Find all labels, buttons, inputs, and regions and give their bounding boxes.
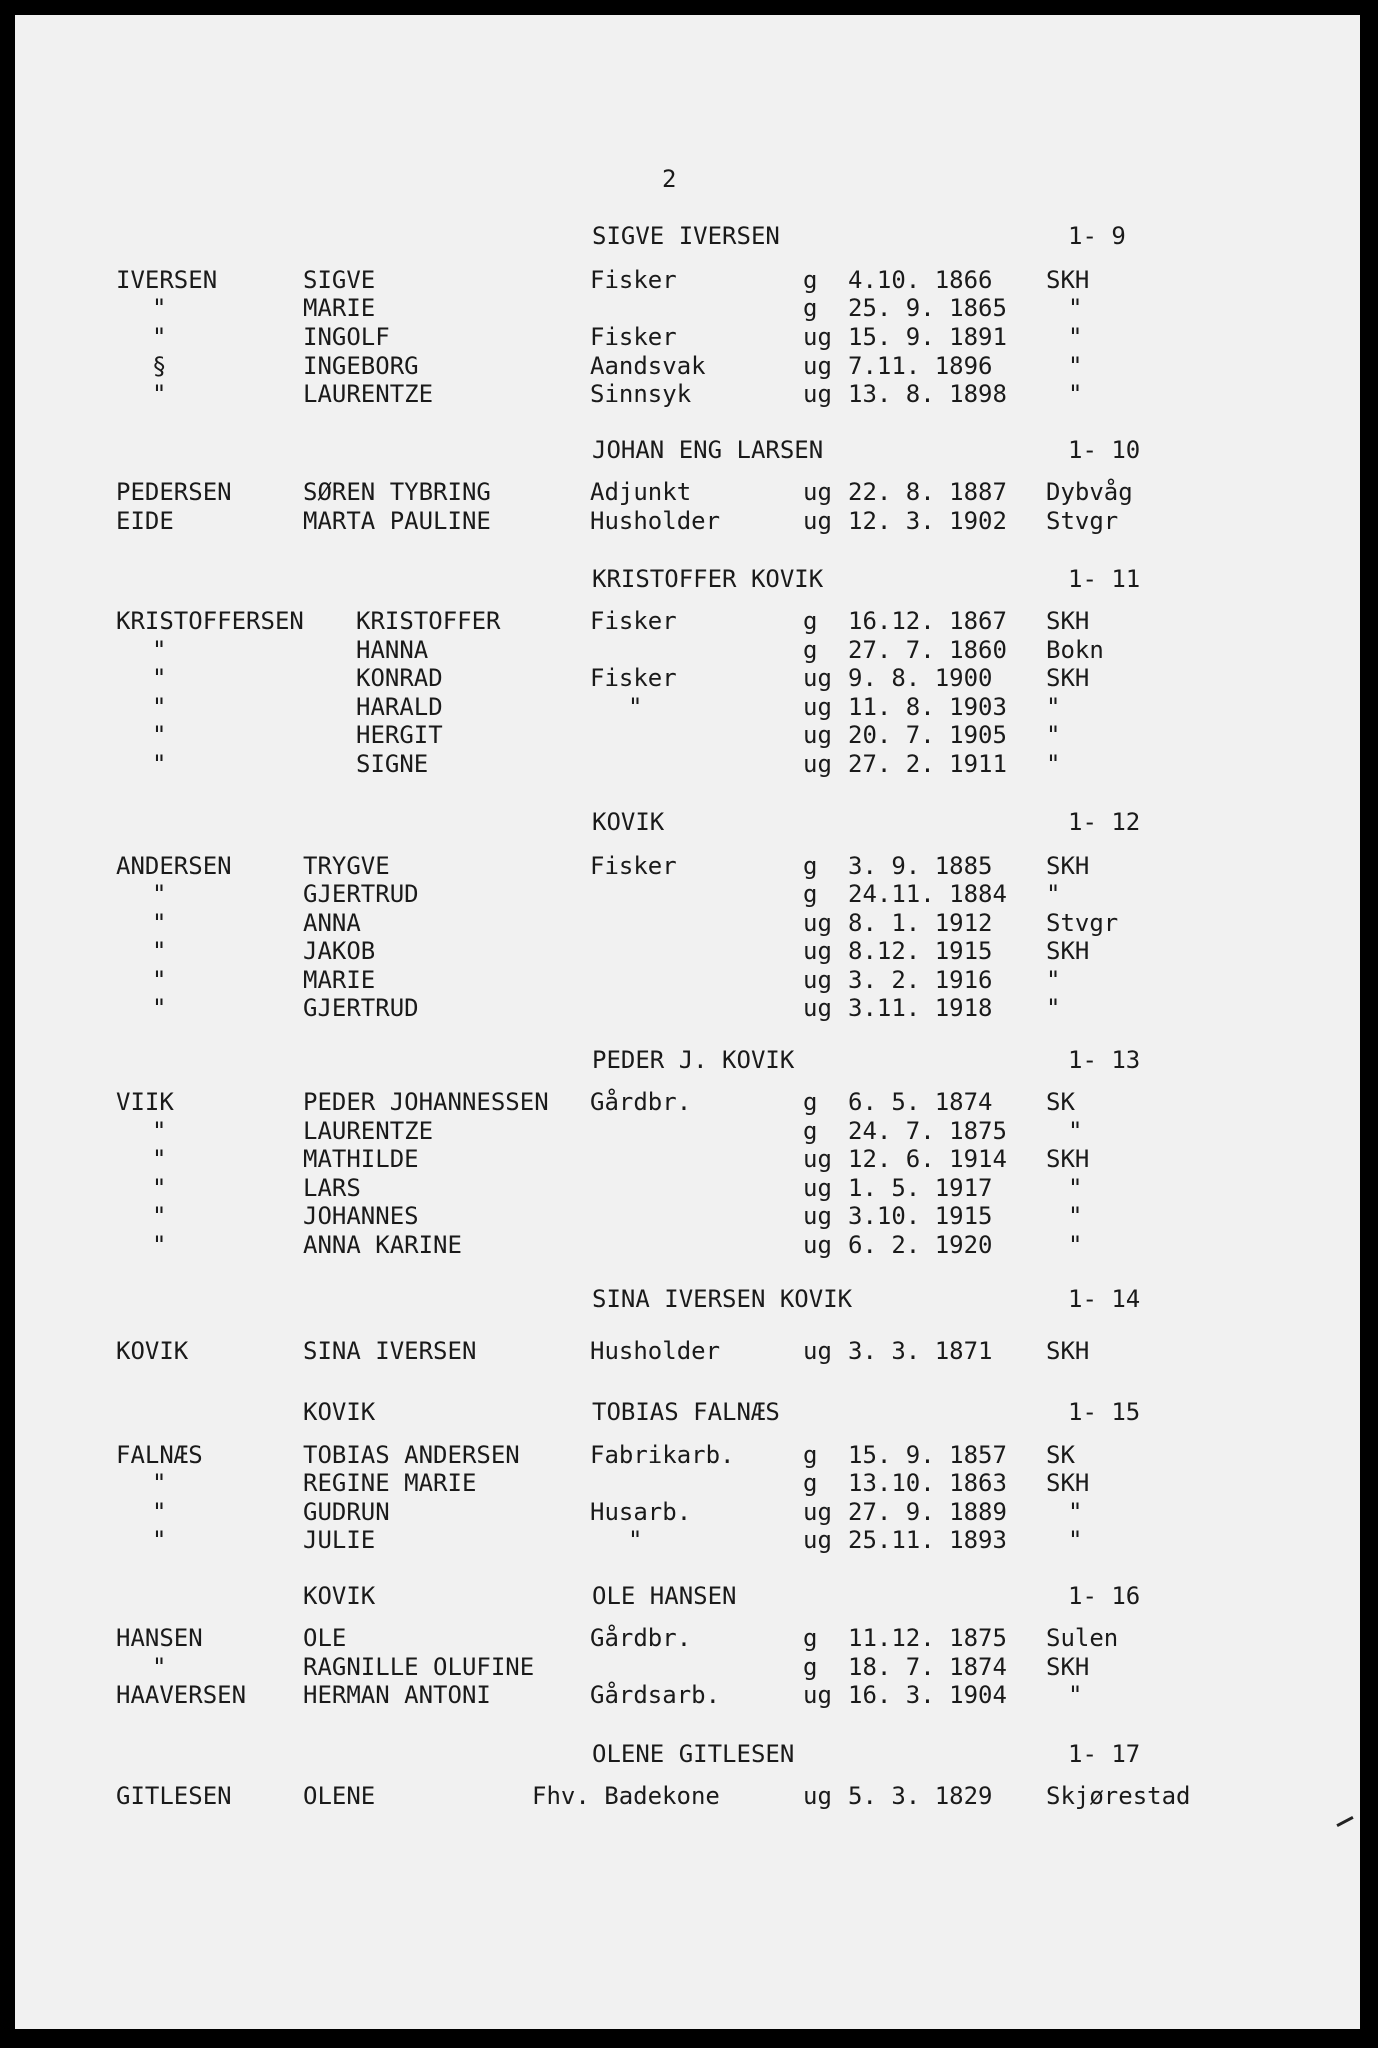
member-given: JOHANNES	[303, 1202, 419, 1230]
member-given: INGEBORG	[303, 352, 419, 380]
household-heading: PEDER J. KOVIK	[592, 1046, 795, 1074]
member-status: ug	[803, 1231, 832, 1259]
member-given: GJERTRUD	[303, 880, 419, 908]
member-status: ug	[803, 909, 832, 937]
member-status: ug	[803, 507, 832, 535]
member-occupation: Fhv. Badekone	[532, 1782, 720, 1810]
member-status: ug	[803, 966, 832, 994]
member-surname: "	[152, 721, 167, 749]
member-occupation: Fabrikarb.	[590, 1441, 735, 1469]
member-surname: "	[152, 1174, 167, 1202]
member-status: ug	[803, 750, 832, 778]
member-surname: "	[152, 994, 167, 1022]
member-place: SKH	[1046, 1653, 1090, 1681]
member-surname: FALNÆS	[116, 1441, 203, 1469]
member-date: 24.11. 1884	[848, 880, 1007, 908]
member-given: ANNA KARINE	[303, 1231, 462, 1259]
member-given: MARTA PAULINE	[303, 507, 491, 535]
household-code: 1- 17	[1068, 1740, 1141, 1768]
member-given: OLE	[303, 1624, 347, 1652]
member-status: g	[803, 636, 818, 664]
member-date: 27. 9. 1889	[848, 1498, 1007, 1526]
member-date: 11. 8. 1903	[848, 693, 1007, 721]
member-given: JULIE	[303, 1526, 376, 1554]
member-date: 15. 9. 1891	[848, 323, 1007, 351]
member-place: SKH	[1046, 266, 1090, 294]
member-status: ug	[803, 1526, 832, 1554]
member-status: g	[803, 607, 818, 635]
member-place: SK	[1046, 1441, 1075, 1469]
member-place: SKH	[1046, 852, 1090, 880]
member-status: g	[803, 1088, 818, 1116]
member-occupation: Husarb.	[590, 1498, 692, 1526]
household-heading: KOVIK	[592, 808, 665, 836]
member-date: 5. 3. 1829	[848, 1782, 993, 1810]
farm-name: KOVIK	[303, 1398, 376, 1426]
member-status: ug	[803, 478, 832, 506]
member-given: MARIE	[303, 966, 376, 994]
member-date: 16. 3. 1904	[848, 1681, 1007, 1709]
member-place: SKH	[1046, 1145, 1090, 1173]
member-occupation: Husholder	[590, 507, 721, 535]
member-date: 3. 9. 1885	[848, 852, 993, 880]
member-given: ANNA	[303, 909, 361, 937]
member-given: SØREN TYBRING	[303, 478, 491, 506]
member-date: 27. 2. 1911	[848, 750, 1007, 778]
member-occupation: Gårdbr.	[590, 1624, 692, 1652]
member-date: 6. 5. 1874	[848, 1088, 993, 1116]
member-occupation: Fisker	[590, 323, 677, 351]
member-surname: "	[152, 750, 167, 778]
member-surname: HANSEN	[116, 1624, 203, 1652]
member-status: g	[803, 266, 818, 294]
member-given: JAKOB	[303, 937, 376, 965]
member-place: Stvgr	[1046, 507, 1119, 535]
member-date: 25.11. 1893	[848, 1526, 1007, 1554]
member-place: Stvgr	[1046, 909, 1119, 937]
member-surname: VIIK	[116, 1088, 174, 1116]
member-date: 27. 7. 1860	[848, 636, 1007, 664]
member-occupation: Fisker	[590, 607, 677, 635]
page-number: 2	[662, 165, 677, 193]
member-date: 20. 7. 1905	[848, 721, 1007, 749]
member-date: 3.10. 1915	[848, 1202, 993, 1230]
member-given: SIGVE	[303, 266, 376, 294]
member-status: g	[803, 1469, 818, 1497]
member-status: ug	[803, 693, 832, 721]
member-occupation: Adjunkt	[590, 478, 692, 506]
member-occupation: Fisker	[590, 852, 677, 880]
member-given: LAURENTZE	[303, 380, 434, 408]
member-date: 7.11. 1896	[848, 352, 993, 380]
member-place: "	[1046, 966, 1061, 994]
member-place: "	[1068, 1681, 1083, 1709]
member-status: g	[803, 1624, 818, 1652]
member-surname: "	[152, 294, 167, 322]
household-heading: KRISTOFFER KOVIK	[592, 565, 824, 593]
member-date: 6. 2. 1920	[848, 1231, 993, 1259]
member-status: g	[803, 294, 818, 322]
household-code: 1- 13	[1068, 1046, 1141, 1074]
member-given: TRYGVE	[303, 852, 390, 880]
member-date: 3. 2. 1916	[848, 966, 993, 994]
member-date: 13.10. 1863	[848, 1469, 1007, 1497]
member-place: SKH	[1046, 1337, 1090, 1365]
member-status: g	[803, 852, 818, 880]
member-surname: "	[152, 909, 167, 937]
member-surname: HAAVERSEN	[116, 1681, 247, 1709]
member-given: TOBIAS ANDERSEN	[303, 1441, 520, 1469]
member-surname: "	[152, 1117, 167, 1145]
member-status: ug	[803, 1337, 832, 1365]
member-date: 24. 7. 1875	[848, 1117, 1007, 1145]
member-status: ug	[803, 1498, 832, 1526]
member-surname: "	[152, 1498, 167, 1526]
household-code: 1- 14	[1068, 1285, 1141, 1313]
member-surname: "	[152, 880, 167, 908]
member-place: Skjørestad	[1046, 1782, 1191, 1810]
member-surname: PEDERSEN	[116, 478, 232, 506]
member-place: SK	[1046, 1088, 1075, 1116]
member-place: "	[1068, 1498, 1083, 1526]
member-given: GUDRUN	[303, 1498, 390, 1526]
member-surname: KOVIK	[116, 1337, 189, 1365]
member-status: g	[803, 1441, 818, 1469]
member-given: HARALD	[356, 693, 443, 721]
member-given: LARS	[303, 1174, 361, 1202]
member-place: Dybvåg	[1046, 478, 1133, 506]
member-given: GJERTRUD	[303, 994, 419, 1022]
member-place: SKH	[1046, 937, 1090, 965]
member-date: 1. 5. 1917	[848, 1174, 993, 1202]
household-heading: JOHAN ENG LARSEN	[592, 436, 824, 464]
member-surname: "	[152, 1653, 167, 1681]
member-given: OLENE	[303, 1782, 376, 1810]
member-surname: §	[152, 352, 167, 380]
member-place: "	[1068, 1202, 1083, 1230]
household-code: 1- 10	[1068, 436, 1141, 464]
member-date: 15. 9. 1857	[848, 1441, 1007, 1469]
member-place: "	[1068, 380, 1083, 408]
member-place: Sulen	[1046, 1624, 1119, 1652]
member-place: "	[1068, 1117, 1083, 1145]
household-heading: TOBIAS FALNÆS	[592, 1398, 780, 1426]
member-status: ug	[803, 1174, 832, 1202]
member-given: HANNA	[356, 636, 429, 664]
member-status: ug	[803, 937, 832, 965]
member-place: "	[1068, 323, 1083, 351]
member-given: LAURENTZE	[303, 1117, 434, 1145]
household-code: 1- 9	[1068, 222, 1126, 250]
member-place: "	[1046, 880, 1061, 908]
member-place: SKH	[1046, 1469, 1090, 1497]
member-date: 9. 8. 1900	[848, 664, 993, 692]
member-status: g	[803, 1117, 818, 1145]
member-surname: GITLESEN	[116, 1782, 232, 1810]
member-given: MATHILDE	[303, 1145, 419, 1173]
member-place: "	[1068, 1231, 1083, 1259]
member-date: 8. 1. 1912	[848, 909, 993, 937]
member-surname: "	[152, 664, 167, 692]
member-place: "	[1068, 294, 1083, 322]
member-surname: "	[152, 323, 167, 351]
member-date: 18. 7. 1874	[848, 1653, 1007, 1681]
member-surname: "	[152, 1145, 167, 1173]
member-given: HERGIT	[356, 721, 443, 749]
member-date: 12. 3. 1902	[848, 507, 1007, 535]
household-heading: OLENE GITLESEN	[592, 1740, 795, 1768]
member-surname: "	[152, 1526, 167, 1554]
member-surname: "	[152, 1202, 167, 1230]
member-given: RAGNILLE OLUFINE	[303, 1653, 535, 1681]
member-place: "	[1046, 750, 1061, 778]
member-place: "	[1068, 1174, 1083, 1202]
member-status: ug	[803, 380, 832, 408]
member-place: "	[1068, 352, 1083, 380]
member-occupation: Gårdsarb.	[590, 1681, 721, 1709]
member-given: PEDER JOHANNESSEN	[303, 1088, 549, 1116]
member-date: 13. 8. 1898	[848, 380, 1007, 408]
member-occupation: "	[628, 693, 643, 721]
member-occupation: Fisker	[590, 266, 677, 294]
member-status: ug	[803, 1681, 832, 1709]
member-given: SIGNE	[356, 750, 429, 778]
household-heading: SINA IVERSEN KOVIK	[592, 1285, 853, 1313]
member-status: ug	[803, 1782, 832, 1810]
member-date: 25. 9. 1865	[848, 294, 1007, 322]
member-surname: IVERSEN	[116, 266, 218, 294]
member-place: "	[1046, 721, 1061, 749]
member-occupation: Husholder	[590, 1337, 721, 1365]
member-status: ug	[803, 664, 832, 692]
member-surname: KRISTOFFERSEN	[116, 607, 304, 635]
member-status: ug	[803, 323, 832, 351]
member-occupation: Sinnsyk	[590, 380, 692, 408]
member-given: HERMAN ANTONI	[303, 1681, 491, 1709]
member-status: ug	[803, 352, 832, 380]
member-given: KRISTOFFER	[356, 607, 501, 635]
member-surname: "	[152, 693, 167, 721]
member-occupation: Gårdbr.	[590, 1088, 692, 1116]
member-status: g	[803, 880, 818, 908]
member-place: Bokn	[1046, 636, 1104, 664]
document-page	[15, 15, 1360, 2029]
household-code: 1- 11	[1068, 565, 1141, 593]
member-status: g	[803, 1653, 818, 1681]
member-status: ug	[803, 1145, 832, 1173]
member-date: 3. 3. 1871	[848, 1337, 993, 1365]
member-place: "	[1046, 994, 1061, 1022]
member-surname: "	[152, 966, 167, 994]
member-surname: "	[152, 380, 167, 408]
member-place: "	[1068, 1526, 1083, 1554]
member-given: KONRAD	[356, 664, 443, 692]
member-given: SINA IVERSEN	[303, 1337, 477, 1365]
member-occupation: Fisker	[590, 664, 677, 692]
member-date: 3.11. 1918	[848, 994, 993, 1022]
household-code: 1- 12	[1068, 808, 1141, 836]
member-surname: "	[152, 636, 167, 664]
member-place: SKH	[1046, 607, 1090, 635]
member-date: 12. 6. 1914	[848, 1145, 1007, 1173]
member-date: 8.12. 1915	[848, 937, 993, 965]
member-status: ug	[803, 721, 832, 749]
household-heading: SIGVE IVERSEN	[592, 222, 780, 250]
member-surname: EIDE	[116, 507, 174, 535]
household-heading: OLE HANSEN	[592, 1582, 737, 1610]
member-date: 22. 8. 1887	[848, 478, 1007, 506]
member-surname: "	[152, 1469, 167, 1497]
member-surname: ANDERSEN	[116, 852, 232, 880]
household-code: 1- 16	[1068, 1582, 1141, 1610]
member-given: REGINE MARIE	[303, 1469, 477, 1497]
member-status: ug	[803, 994, 832, 1022]
member-occupation: Aandsvak	[590, 352, 706, 380]
member-place: "	[1046, 693, 1061, 721]
member-date: 16.12. 1867	[848, 607, 1007, 635]
member-date: 4.10. 1866	[848, 266, 993, 294]
household-code: 1- 15	[1068, 1398, 1141, 1426]
member-occupation: "	[628, 1526, 643, 1554]
farm-name: KOVIK	[303, 1582, 376, 1610]
member-given: MARIE	[303, 294, 376, 322]
member-surname: "	[152, 1231, 167, 1259]
member-place: SKH	[1046, 664, 1090, 692]
member-given: INGOLF	[303, 323, 390, 351]
member-status: ug	[803, 1202, 832, 1230]
member-surname: "	[152, 937, 167, 965]
member-date: 11.12. 1875	[848, 1624, 1007, 1652]
